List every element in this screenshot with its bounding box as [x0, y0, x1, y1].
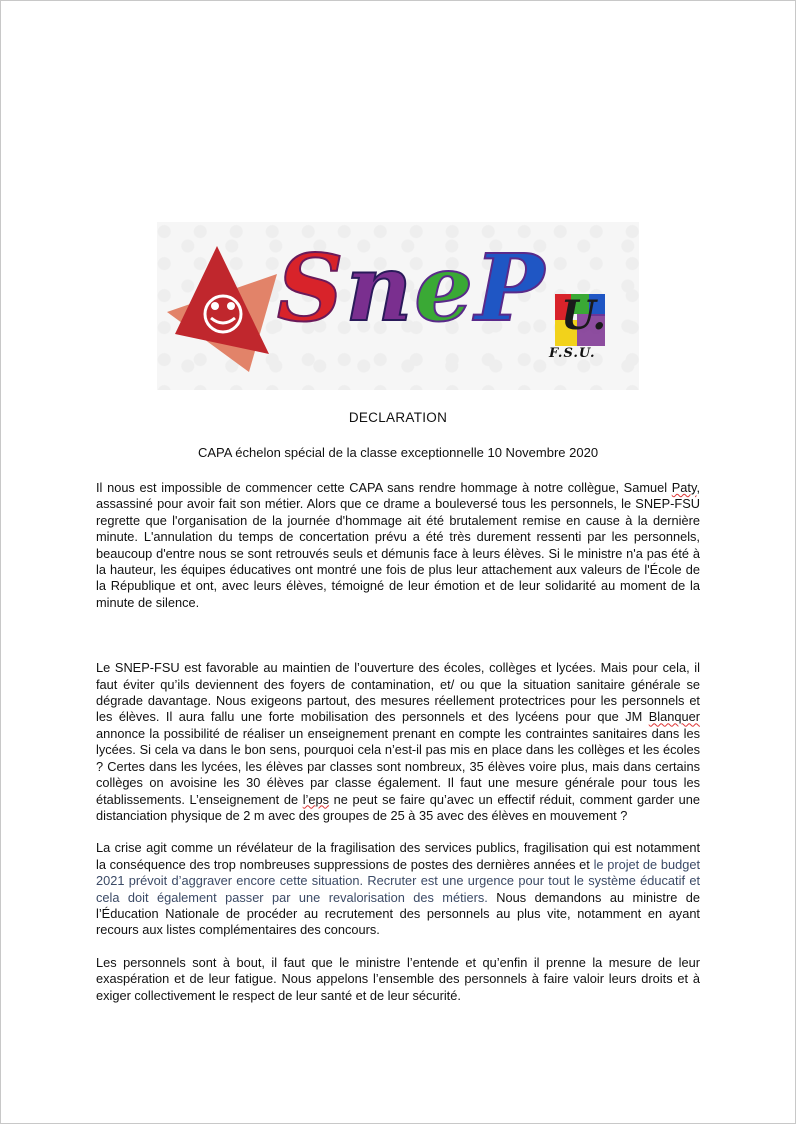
paragraph-text: Nous demandons au ministre de l’Éducation Nationale de procéder au recrutement des personnels au plus vite, notamment en ayant recours aux listes complémentaires des concours.	[96, 889, 700, 938]
snep-wordmark	[277, 234, 547, 342]
paragraph-text: , assassiné pour avoir fait son métier. Alors que ce drame a bouleversé tous les personnels, le SNEP-FSU regrette que l'organisation de la journée d'hommage ait été brutalement remise en cause à la dernière minute. L'annulation du temps de concertation prévu a été très durement ressenti par les personnels, beaucoup d'entre nous se sont retrouvés seuls et démunis face à leurs élèves. Si le ministre n'a pas été à la hauteur, les équipes éducatives ont montré une fois de plus leur attachement aux valeurs de l'École de la République et ont, avec leurs élèves, témoigné de leur émotion et de leur solidarité au moment de la minute de silence.	[96, 480, 700, 610]
spellcheck-word[interactable]: Paty	[671, 480, 697, 495]
paragraph-text: ne peut se faire qu’avec un effectif réduit, comment garder une distanciation physique de 2 m avec des groupes de 25 à 35 avec des élèves en mouvement ?	[96, 791, 700, 823]
paragraph-conclusion: Les personnels sont à bout, il faut que le ministre l’entende et qu’enfin il prenne la mesure de leur exaspération et de leur fatigue. Nous appelons l’ensemble des personnels à faire valoir leurs droits et à exiger collectivement le respect de leur santé et de leur sécurité.	[96, 954, 700, 1003]
highlighted-text: le projet de budget 2021 prévoit d’aggraver encore cette situation. Recruter est une urgence pour tout le système éducatif et cela doit également passer par une revalorisation des métiers.	[96, 856, 701, 905]
spellcheck-word[interactable]: l’eps	[302, 791, 330, 807]
paragraph-public-services	[96, 840, 700, 938]
paragraph-text: La crise agit comme un révélateur de la fragilisation des services publics, fragilisation qui est notamment la conséquence des trop nombreuses suppressions de postes des dernières années et	[96, 840, 700, 872]
fsu-u-mark: U.	[561, 292, 607, 339]
paragraph-text: Il nous est impossible de commencer cette CAPA sans rendre hommage à notre collègue, Samuel	[96, 480, 672, 495]
logo-letter-e: e	[414, 234, 475, 342]
logo-letter-s: S	[277, 234, 346, 342]
paragraph-tribute	[96, 480, 700, 611]
declaration-body	[96, 480, 700, 1004]
logo-letter-n: n	[345, 234, 415, 342]
logo-letter-p: P	[474, 234, 547, 342]
fsu-label: F.S.U.	[549, 346, 596, 361]
page-title: DECLARATION	[348, 410, 448, 425]
spellcheck-word[interactable]: Blanquer	[648, 709, 700, 725]
paragraph-text: annonce la possibilité de réaliser un enseignement prenant en compte les contraintes sanitaires dans les lycées. Si cela va dans le bon sens, pourquoi cela n’est-il pas mis en place dans les collèges et les écoles ? Certes dans les lycées, les élèves par classes sont nombreux, 35 élèves voire plus, mais dans certains collèges on avoisine les 30 élèves par classe également. Il faut une mesure générale pour tous les établissements. L’enseignement de	[96, 725, 700, 807]
paragraph-sanitary	[96, 660, 700, 824]
snep-fsu-logo	[157, 222, 639, 390]
page-subtitle: CAPA échelon spécial de la classe exceptionnelle 10 Novembre 2020	[197, 445, 599, 460]
paragraph-text: Le SNEP-FSU est favorable au maintien de l’ouverture des écoles, collèges et lycées. Mais pour cela, il faut éviter qu’ils deviennent des foyers de contamination, et/ ou que la situation sanitaire générale se dégrade davantage. Nous exigeons partout, des mesures réellement protectrices pour les personnels et les élèves. Il aura fallu une forte mobilisation des personnels et des lycéens pour que JM	[96, 660, 700, 725]
